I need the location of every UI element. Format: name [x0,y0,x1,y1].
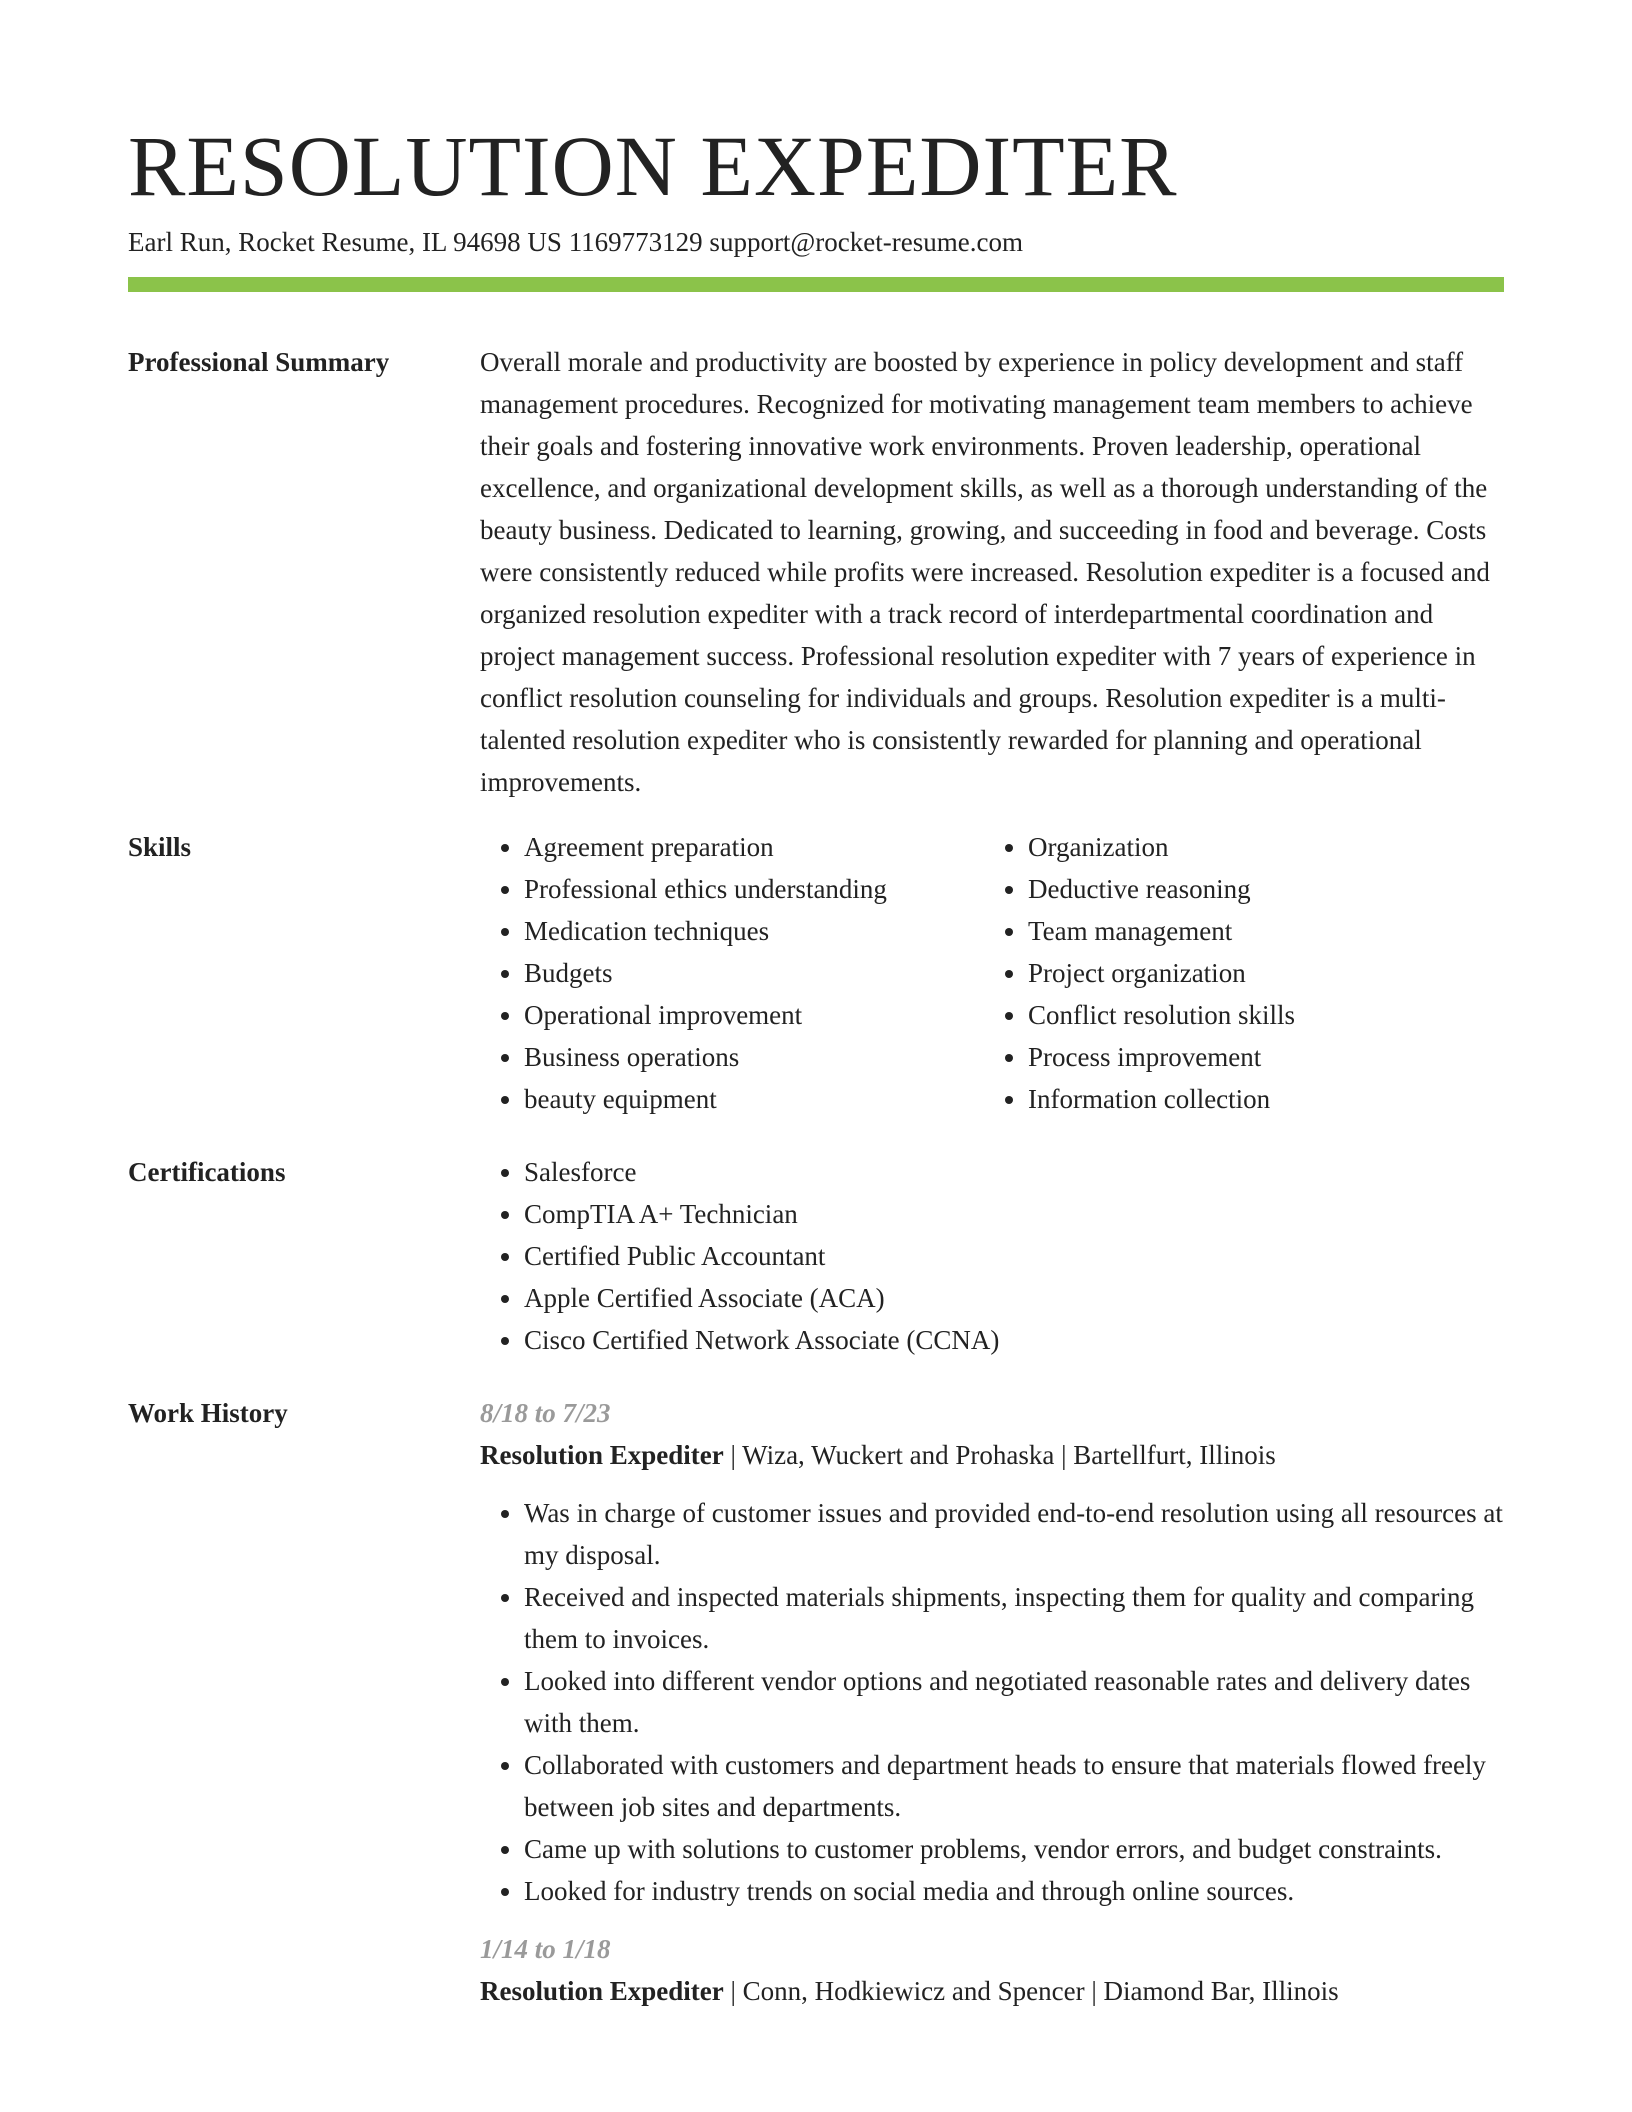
section-skills [128,826,1504,1120]
section-work-history [128,1392,1504,2012]
skill-item: • Agreement preparation [524,826,984,868]
skill-item: • Deductive reasoning [1028,868,1504,910]
job-dates: 8/18 to 7/23 [480,1398,611,1428]
section-certifications [128,1151,1504,1361]
section-title: Work History [128,1398,288,1428]
certification-item: • Apple Certified Associate (ACA) [524,1277,1504,1319]
section-title: Certifications [128,1157,286,1187]
job-title-line [480,1970,1504,2012]
job-role: Resolution Expediter [480,1976,724,2006]
skill-item: • Operational improvement [524,994,984,1036]
skill-item: • Budgets [524,952,984,994]
certification-item: • Cisco Certified Network Associate (CCNA) [524,1319,1504,1361]
skill-item: • Medication techniques [524,910,984,952]
resume-page [128,118,1504,2012]
job-bullet: • Looked into different vendor options and negotiated reasonable rates and delivery dates with them. [524,1660,1504,1744]
contact-line: Earl Run, Rocket Resume, IL 94698 US 1169773129 support@rocket-resume.com [128,227,1023,257]
candidate-name: RESOLUTION EXPEDITER [128,118,1178,214]
job-dates: 1/14 to 1/18 [480,1934,611,1964]
job-bullet: • Collaborated with customers and department heads to ensure that materials flowed freely between job sites and departments. [524,1744,1504,1828]
job-entry [480,1928,1504,2012]
job-role: Resolution Expediter [480,1440,724,1470]
job-details: | Wiza, Wuckert and Prohaska | Bartellfurt, Illinois [723,1440,1276,1470]
skills-list-right [984,826,1504,1120]
certifications-list [480,1151,1504,1361]
section-title: Professional Summary [128,347,390,377]
skill-item: • beauty equipment [524,1078,984,1120]
skill-item: • Information collection [1028,1078,1504,1120]
skill-item: • Process improvement [1028,1036,1504,1078]
certification-item: • CompTIA A+ Technician [524,1193,1504,1235]
job-bullet: • Received and inspected materials shipments, inspecting them for quality and comparing them to invoices. [524,1576,1504,1660]
accent-divider [128,277,1504,292]
skill-item: • Project organization [1028,952,1504,994]
job-bullet: • Came up with solutions to customer problems, vendor errors, and budget constraints. [524,1828,1504,1870]
skill-item: • Business operations [524,1036,984,1078]
skills-list-left [480,826,984,1120]
section-professional-summary [128,341,1504,803]
job-bullet: • Was in charge of customer issues and provided end-to-end resolution using all resources at my disposal. [524,1492,1504,1576]
job-title-line [480,1434,1504,1476]
summary-text: Overall morale and productivity are boosted by experience in policy development and staff management procedures. Recognized for motivating management team members to achieve their goals and fostering innovative work environments. Proven leadership, operational excellence, and organizational development skills, as well as a thorough understanding of the beauty business. Dedicated to learning, growing, and succeeding in food and beverage. Costs were consistently reduced while profits were increased. Resolution expediter is a focused and organized resolution expediter with a track record of interdepartmental coordination and project management success. Professional resolution expediter with 7 years of experience in conflict resolution counseling for individuals and groups. Resolution expediter is a multi-talented resolution expediter who is consistently rewarded for planning and operational improvements. [480,347,1490,797]
job-entry [480,1392,1504,1912]
job-bullet: • Looked for industry trends on social media and through online sources. [524,1870,1504,1912]
certification-item: • Certified Public Accountant [524,1235,1504,1277]
certification-item: • Salesforce [524,1151,1504,1193]
skill-item: • Conflict resolution skills [1028,994,1504,1036]
skill-item: • Team management [1028,910,1504,952]
skill-item: • Professional ethics understanding [524,868,984,910]
job-details: | Conn, Hodkiewicz and Spencer | Diamond Bar, Illinois [723,1976,1339,2006]
job-bullets [480,1492,1504,1912]
skill-item: • Organization [1028,826,1504,868]
section-title: Skills [128,832,192,862]
